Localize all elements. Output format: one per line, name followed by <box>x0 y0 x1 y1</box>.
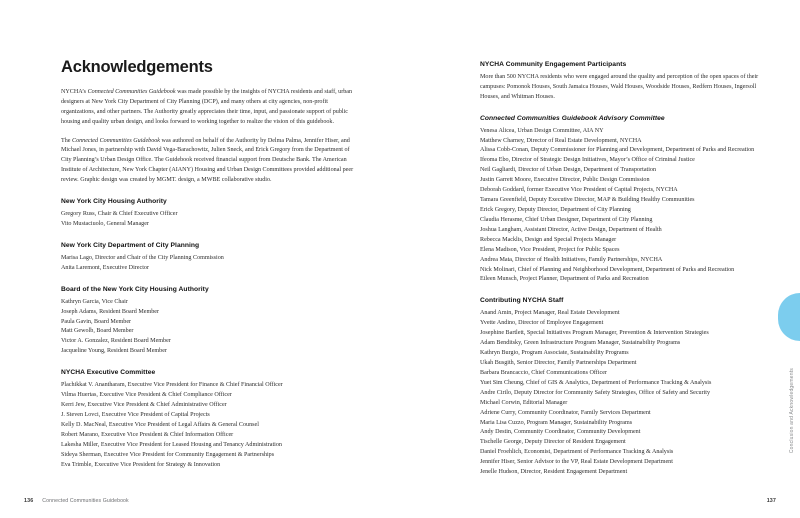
list-item: Claudia Herasme, Chief Urban Designer, Department of City Planning <box>480 216 653 223</box>
list-item: Andy Destin, Community Coordinator, Community Development <box>480 429 641 436</box>
list-item: Justin Garrett Moore, Executive Director, Public Design Commission <box>480 177 650 184</box>
right-page-content <box>480 55 763 478</box>
name-list-contributing-staff <box>480 309 763 478</box>
acknowledgements-paragraph-2: The Connected Communities Guidebook was authored on behalf of the Authority by Delma Palma, Jennifer Hiser, and Michael Jones, in partnership with David Vega-Barachowitz, Julien Sneck, and Erick Gregory from the Department of City Planning’s Urban Design Office. The Guidebook received financial support from Deutsche Bank. The American Institute of Architecture, New York Chapter (AIANY) Housing and Urban Design Committees provided additional peer review. Graphic design was created by MGMT. design, a MWBE collaborative studio. <box>61 137 354 184</box>
name-list-dcp <box>61 254 361 274</box>
chapter-tab-label: Conclusion and Acknowledgements <box>789 368 795 454</box>
list-item: Adam Benditsky, Green Infrastructure Program Manager, Sustainability Programs <box>480 340 681 347</box>
list-item: Robert Marano, Executive Vice President & Chief Information Officer <box>61 431 234 438</box>
list-item: Anand Amin, Project Manager, Real Estate Development <box>480 310 620 317</box>
list-item: Lakesha Miller, Executive Vice President for Leased Housing and Tenancy Administration <box>61 441 282 448</box>
page-gutter <box>400 0 401 518</box>
list-item: Nick Molinari, Chief of Planning and Neighborhood Development, Department of Parks and Recreation <box>480 266 735 273</box>
acknowledgements-paragraph-1: NYCHA’s Connected Communities Guidebook was made possible by the insights of NYCHA residents and staff, urban designers at New York City Department of City Planning (DCP), and many others at city agencies, non-profit organizations, and other partners. The Authority greatly appreciates their time, input, and passionate support of public housing and quality urban design, and looks forward to working together to realize the vision of this guidebook. <box>61 89 353 125</box>
list-item: Adriene Curry, Community Coordinator, Family Services Department <box>480 409 651 416</box>
list-item: Andre Cirilo, Deputy Director for Community Safety Strategies, Office of Safety and Security <box>480 389 711 396</box>
name-list-advisory-committee <box>480 127 763 286</box>
list-item: Andrea Mata, Director of Health Initiatives, Family Partnerships, NYCHA <box>480 256 663 263</box>
section-heading-advisory-committee: Connected Communities Guidebook Advisory Committee <box>480 114 665 122</box>
list-item: Kathryn Burgio, Program Associate, Sustainability Programs <box>480 350 629 357</box>
section-heading-board: Board of the New York City Housing Authority <box>61 285 209 293</box>
section-heading-nycha: New York City Housing Authority <box>61 197 167 205</box>
list-item: Paula Gavin, Board Member <box>61 318 132 325</box>
page-number-left: 136 <box>24 498 34 504</box>
list-item: Maria Lisa Cuzzo, Program Manager, Sustainability Programs <box>480 419 633 426</box>
list-item: Joshua Langham, Assistant Director, Active Design, Department of Health <box>480 226 662 233</box>
list-item: Kerri Jew, Executive Vice President & Chief Administrative Officer <box>61 402 227 409</box>
list-item: Daniel Froehlich, Economist, Department of Performance Tracking & Analysis <box>480 449 674 456</box>
section-heading-dcp: New York City Department of City Planning <box>61 241 200 249</box>
left-page-footer <box>24 498 129 504</box>
section-heading-executive-committee: NYCHA Executive Committee <box>61 369 156 377</box>
list-item: Tamara Greenfield, Deputy Executive Director, MAP & Building Healthy Communities <box>480 197 695 204</box>
list-item: Vilma Huertas, Executive Vice President & Chief Compliance Officer <box>61 392 232 399</box>
list-item: Jennifer Hiser, Senior Advisor to the VP, Real Estate Development Department <box>480 459 673 466</box>
section-heading-community-engagement: NYCHA Community Engagement Participants <box>480 61 627 68</box>
name-list-nycha <box>61 210 361 230</box>
community-engagement-paragraph: More than 500 NYCHA residents who were engaged around the quality and perception of the open spaces of their campuses: Pomonok Houses, South Jamaica Houses, Wald Houses, Woodside Houses, Redfern Houses, Ingersoll Houses, and Whitman Houses. <box>480 74 759 100</box>
list-item: Kelly D. MacNeal, Executive Vice President of Legal Affairs & General Counsel <box>61 421 259 428</box>
list-item: Ukah Busgith, Senior Director, Family Partnerships Department <box>480 360 637 367</box>
list-item: Marisa Lago, Director and Chair of the City Planning Commission <box>61 254 224 261</box>
footer-book-title-left: Connected Communities Guidebook <box>42 498 129 504</box>
page-number-right: 137 <box>766 498 776 504</box>
list-item: Matt Gewolb, Board Member <box>61 328 134 335</box>
list-item: Neil Gagliardi, Director of Urban Design, Department of Transportation <box>480 167 656 174</box>
name-list-board <box>61 298 361 358</box>
list-item: Rebecca Macklis, Design and Special Projects Manager <box>480 236 617 243</box>
list-item: Alissa Cobb-Conan, Deputy Commissioner for Planning and Development, Department of Parks and Recreation <box>480 147 755 154</box>
list-item: Tischelle George, Deputy Director of Resident Engagement <box>480 439 626 446</box>
list-item: Gregory Russ, Chair & Chief Executive Officer <box>61 210 178 217</box>
page-title: Acknowledgements <box>61 58 213 76</box>
list-item: Yvette Andino, Director of Employee Engagement <box>480 320 604 327</box>
right-page-footer <box>767 498 776 504</box>
list-item: Kathryn Garcia, Vice Chair <box>61 298 128 305</box>
list-item: Deborah Goddard, former Executive Vice President of Capital Projects, NYCHA <box>480 187 678 194</box>
list-item: J. Steven Lovci, Executive Vice President of Capital Projects <box>61 411 210 418</box>
name-list-executive-committee <box>61 381 361 470</box>
list-item: Eileen Munsch, Project Planner, Department of Parks and Recreation <box>480 276 649 283</box>
list-item: Eva Trimble, Executive Vice President for Strategy & Innovation <box>61 461 221 468</box>
list-item: Jacqueline Young, Resident Board Member <box>61 348 167 355</box>
list-item: Anita Laremont, Executive Director <box>61 264 149 271</box>
list-item: Plachikkat V. Anantharam, Executive Vice President for Finance & Chief Financial Officer <box>61 382 283 389</box>
list-item: Victor A. Gonzalez, Resident Board Member <box>61 338 171 345</box>
list-item: Vito Mustaciuolo, General Manager <box>61 220 149 227</box>
chapter-tab-marker <box>778 293 800 341</box>
list-item: Michael Corwin, Editorial Manager <box>480 399 568 406</box>
list-item: Sideya Sherman, Executive Vice President for Community Engagement & Partnerships <box>61 451 275 458</box>
list-item: Ifeoma Ebo, Director of Strategic Design Initiatives, Mayor’s Office of Criminal Justice <box>480 157 695 164</box>
left-page-content <box>61 58 361 471</box>
section-heading-contributing-staff: Contributing NYCHA Staff <box>480 297 564 305</box>
list-item: Josephine Bartlett, Special Initiatives Program Manager, Prevention & Intervention Strategies <box>480 330 709 337</box>
list-item: Elena Madison, Vice President, Project for Public Spaces <box>480 246 620 253</box>
list-item: Jenelle Hudson, Director, Resident Engagement Department <box>480 469 628 476</box>
right-page <box>400 0 800 518</box>
list-item: Matthew Charney, Director of Real Estate Development, NYCHA <box>480 137 642 144</box>
list-item: Joseph Adams, Resident Board Member <box>61 308 159 315</box>
list-item: Barbara Brancaccio, Chief Communications Officer <box>480 369 607 376</box>
list-item: Erick Gregory, Deputy Director, Department of City Planning <box>480 207 631 214</box>
list-item: Yuet Sim Cheung, Chief of GIS & Analytics, Department of Performance Tracking & Analysis <box>480 379 712 386</box>
list-item: Venesa Alicea, Urban Design Committee, AIA NY <box>480 127 604 134</box>
